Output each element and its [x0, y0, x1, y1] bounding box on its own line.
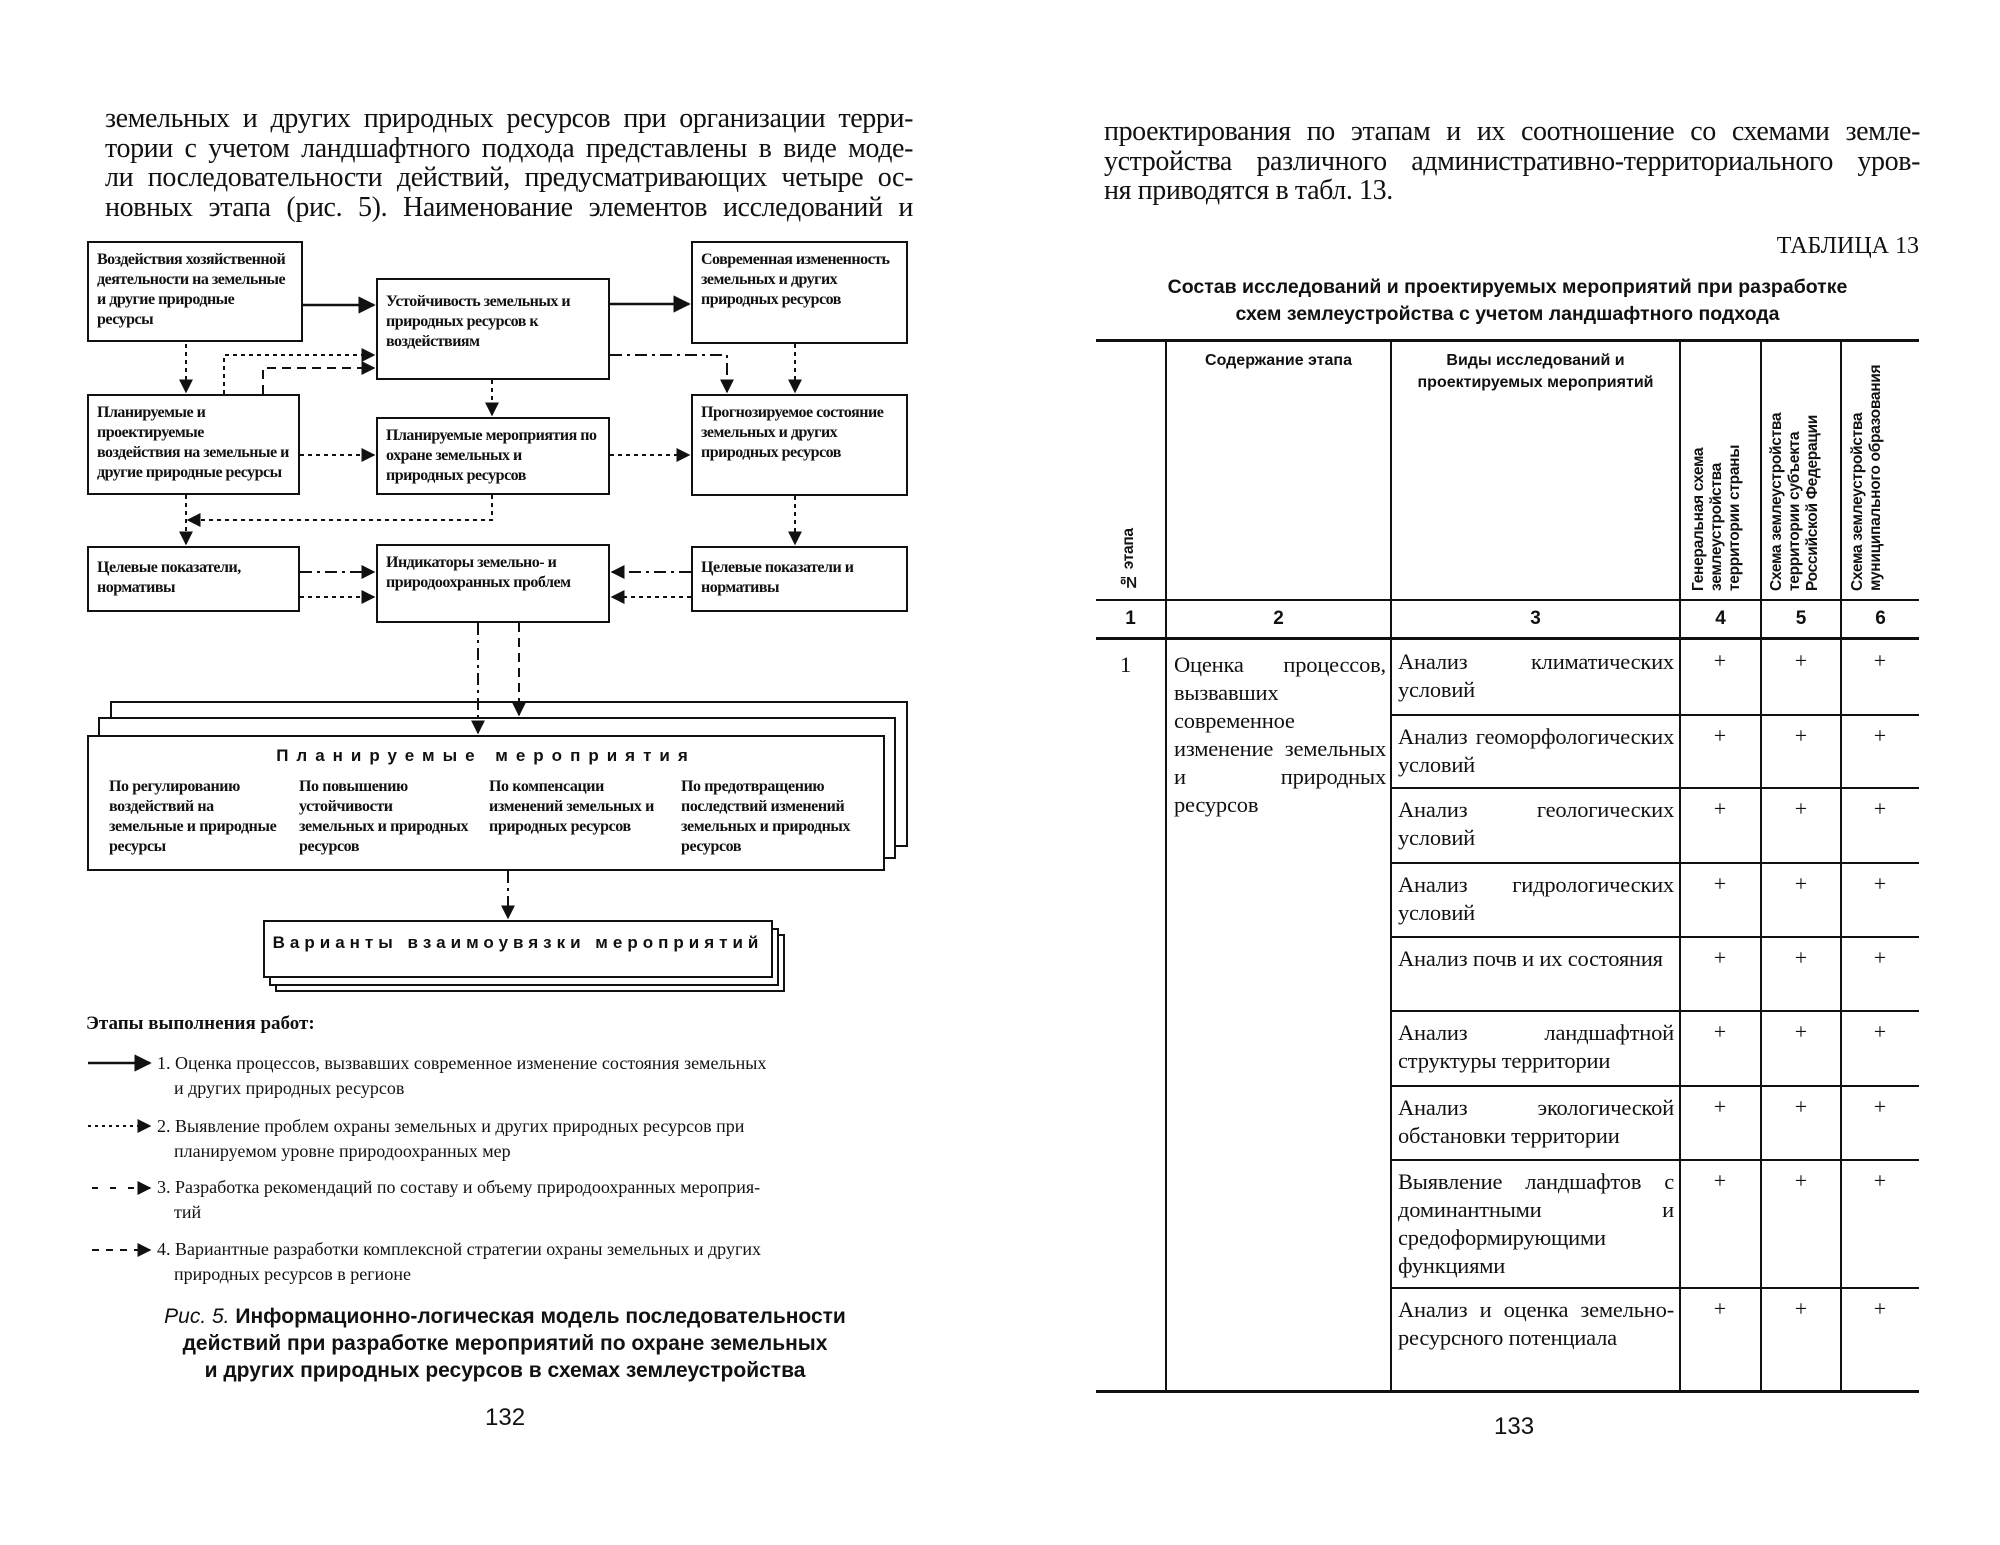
- box-targets-right: Целевые показатели и нормативы: [691, 546, 908, 612]
- legend-text: природных ресурсов в регионе: [174, 1264, 411, 1284]
- plus-mark: +: [1873, 1019, 1887, 1044]
- legend-item-2: [157, 1114, 917, 1164]
- activity-cell: Анализ и оценка земельно-ресурсного потенциала: [1398, 1297, 1674, 1350]
- page-number-right: 133: [1494, 1413, 1535, 1440]
- col-divider: [1165, 340, 1167, 1391]
- text-line: ня приводятся в табл. 13.: [1104, 175, 1393, 206]
- col-divider: [1679, 340, 1681, 1391]
- header-stage-number: № этапа: [1120, 528, 1137, 590]
- table-top-rule: [1096, 339, 1919, 342]
- stage-number-cell: 1: [1120, 652, 1132, 677]
- table-title-line: схем землеустройства с учетом ландшафтного подхода: [1235, 303, 1780, 325]
- arrow-dashed: [263, 368, 374, 394]
- arrow-dotted: [188, 495, 492, 520]
- header-subject-scheme: Схема землеустройства территории субъекта Российской Федерации: [1768, 412, 1821, 591]
- activity-cell: Анализ геоморфологических условий: [1398, 724, 1674, 777]
- plus-mark: +: [1873, 1168, 1887, 1193]
- caption-prefix: Рис. 5.: [164, 1305, 230, 1328]
- stage-content-cell: Оценка процессов, вызвавших современное изменение земельных и природных ресурсов: [1174, 652, 1386, 817]
- planned-measure-column: По предотвращению последствий изменений земельных и природных ресурсов: [681, 778, 851, 855]
- col-divider: [1840, 340, 1842, 1391]
- planned-measure-column: По регулированию воздействий на земельные и природные ресурсы: [109, 778, 277, 855]
- plus-mark: +: [1713, 1296, 1727, 1321]
- row-rule: [1391, 714, 1919, 716]
- row-rule: [1391, 1159, 1919, 1161]
- box-current-change: Современная измененность земельных и других природных ресурсов: [691, 241, 908, 344]
- column-number: 6: [1875, 608, 1886, 629]
- box-planned-protection: Планируемые мероприятия по охране земельных и природных ресурсов: [376, 417, 610, 495]
- box-indicators: Индикаторы земельно- и природоохранных проблем: [376, 544, 610, 623]
- activity-cell: Анализ гидрологических условий: [1398, 872, 1674, 925]
- legend-item-1: [157, 1051, 917, 1101]
- column-number: 1: [1125, 608, 1136, 629]
- header-activities: Виды исследований и проектируемых мероприятий: [1417, 352, 1654, 391]
- plus-mark: +: [1873, 648, 1887, 673]
- plus-mark: +: [1713, 1094, 1727, 1119]
- caption-line: действий при разработке мероприятий по охране земельных: [182, 1332, 828, 1355]
- col-divider: [1760, 340, 1762, 1391]
- row-rule: [1391, 862, 1919, 864]
- activity-cell: Анализ геологических условий: [1398, 797, 1674, 850]
- plus-mark: +: [1794, 1019, 1808, 1044]
- plus-mark: +: [1873, 945, 1887, 970]
- variants-title: Варианты взаимоувязки мероприятий: [272, 933, 764, 952]
- legend-text: планируемом уровне природоохранных мер: [174, 1141, 511, 1161]
- planned-measures-title: Планируемые мероприятия: [276, 746, 696, 765]
- legend-text: 1. Оценка процессов, вызвавших современное изменение состояния земельных: [157, 1053, 767, 1073]
- plus-mark: +: [1713, 723, 1727, 748]
- activity-cell: Анализ климатических условий: [1398, 649, 1674, 702]
- text-line: новных этапа (рис. 5). Наименование элементов исследований и: [105, 191, 913, 223]
- plus-mark: +: [1794, 723, 1808, 748]
- caption-line: Информационно-логическая модель последовательности: [235, 1305, 846, 1328]
- plus-mark: +: [1713, 1168, 1727, 1193]
- page-number-left: 132: [485, 1404, 526, 1431]
- planned-measure-column: По компенсации изменений земельных и природных ресурсов: [489, 778, 654, 835]
- right-intro-paragraph: [1104, 117, 1920, 206]
- plus-mark: +: [1713, 945, 1727, 970]
- text-line: ли последовательности действий, предусматривающих четыре ос-: [105, 162, 913, 193]
- box-economic-impacts: Воздействия хозяйственной деятельности на земельные и другие природные ресурсы: [87, 241, 303, 342]
- plus-mark: +: [1713, 796, 1727, 821]
- column-number: 2: [1273, 608, 1284, 629]
- row-rule: [1391, 936, 1919, 938]
- column-number: 5: [1795, 608, 1807, 629]
- text-line: устройства различного административно-территориального уров-: [1104, 145, 1920, 177]
- legend-title: Этапы выполнения работ:: [86, 1013, 315, 1034]
- plus-mark: +: [1713, 871, 1727, 896]
- plus-mark: +: [1873, 796, 1887, 821]
- legend-text: тий: [174, 1202, 202, 1222]
- row-rule: [1391, 1085, 1919, 1087]
- box-planned-impacts: Планируемые и проектируемые воздействия на земельные и другие природные ресурсы: [87, 394, 300, 495]
- table-bottom-rule: [1096, 1390, 1919, 1393]
- plus-mark: +: [1873, 1296, 1887, 1321]
- column-number: 3: [1530, 608, 1541, 629]
- legend-text: и других природных ресурсов: [174, 1078, 405, 1098]
- plus-mark: +: [1794, 1296, 1808, 1321]
- row-rule: [1391, 1010, 1919, 1012]
- header-stage-content: Содержание этапа: [1205, 352, 1352, 369]
- numbers-bottom-rule: [1096, 637, 1919, 640]
- plus-mark: +: [1794, 1094, 1808, 1119]
- plus-mark: +: [1873, 871, 1887, 896]
- arrow-dashdot: [610, 355, 727, 392]
- planned-measure-column: По повышению устойчивости земельных и природных ресурсов: [299, 778, 469, 855]
- plus-mark: +: [1794, 796, 1808, 821]
- legend-text: 3. Разработка рекомендаций по составу и объему природоохранных мероприя-: [157, 1177, 761, 1197]
- row-rule: [1391, 787, 1919, 789]
- activity-cell: Анализ ландшафтной структуры территории: [1398, 1020, 1674, 1073]
- box-forecast-state: Прогнозируемое состояние земельных и других природных ресурсов: [691, 394, 908, 496]
- plus-mark: +: [1713, 1019, 1727, 1044]
- col-divider: [1390, 340, 1392, 1391]
- legend-item-3: [157, 1175, 917, 1225]
- row-rule: [1391, 1287, 1919, 1289]
- plus-mark: +: [1794, 945, 1808, 970]
- column-number: 4: [1715, 608, 1726, 629]
- legend-item-4: [157, 1237, 917, 1287]
- table-title: [1090, 274, 1925, 328]
- table-title-line: Состав исследований и проектируемых мероприятий при разработке: [1167, 276, 1848, 298]
- activity-cell: Анализ почв и их состояния: [1398, 946, 1663, 971]
- plus-mark: +: [1873, 1094, 1887, 1119]
- activity-cell: Анализ экологической обстановки территории: [1398, 1095, 1674, 1148]
- plus-mark: +: [1794, 648, 1808, 673]
- plus-mark: +: [1873, 723, 1887, 748]
- text-line: тории с учетом ландшафтного подхода представлены в виде моде-: [105, 132, 913, 164]
- figure-caption: [95, 1303, 915, 1384]
- plus-mark: +: [1794, 1168, 1808, 1193]
- text-line: земельных и других природных ресурсов при организации терри-: [105, 103, 913, 134]
- header-municipal-scheme: Схема землеустройства муниципального образования: [1849, 364, 1884, 591]
- plus-mark: +: [1794, 871, 1808, 896]
- legend-text: 2. Выявление проблем охраны земельных и других природных ресурсов при: [157, 1116, 745, 1136]
- box-resource-stability: Устойчивость земельных и природных ресурсов к воздействиям: [376, 278, 610, 380]
- legend-text: 4. Вариантные разработки комплексной стратегии охраны земельных и других: [157, 1239, 761, 1259]
- text-line: проектирования по этапам и их соотношение со схемами земле-: [1104, 116, 1920, 147]
- activity-cell: Выявление ландшафтов с доминантными и средоформирующими функциями: [1398, 1169, 1674, 1278]
- plus-mark: +: [1713, 648, 1727, 673]
- caption-line: и других природных ресурсов в схемах землеустройства: [204, 1359, 806, 1382]
- box-targets-left: Целевые показатели, нормативы: [87, 546, 300, 612]
- header-bottom-rule: [1096, 599, 1919, 601]
- table-label: ТАБЛИЦА 13: [1776, 233, 1919, 259]
- header-general-scheme: Генеральная схема землеустройства территории страны: [1690, 444, 1743, 591]
- arrow-dotted: [224, 355, 374, 394]
